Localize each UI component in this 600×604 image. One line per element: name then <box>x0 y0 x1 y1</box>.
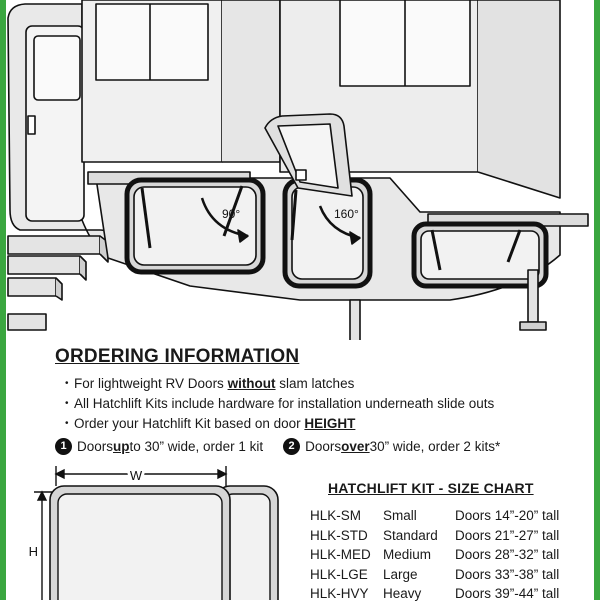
angle-label-160: 160° <box>334 207 359 221</box>
door-latch <box>28 116 35 134</box>
bullet-item: • All Hatchlift Kits include hardware for installation underneath slide outs <box>65 394 595 414</box>
kit-rules <box>55 438 595 455</box>
number-badge-1: 1 <box>55 438 72 455</box>
kit-rule-2: 2 Doors over 30” wide, order 2 kits* <box>283 438 500 455</box>
size-chart-code: HLK-MED <box>310 547 371 563</box>
size-chart-doors: Doors 39”-44” tall <box>455 586 560 602</box>
size-chart-size: Small <box>383 508 417 524</box>
height-label: H <box>28 544 38 559</box>
ordering-information <box>55 346 595 455</box>
number-badge-2: 2 <box>283 438 300 455</box>
size-chart-code: HLK-LGE <box>310 566 368 582</box>
size-chart-row <box>310 545 559 565</box>
size-chart <box>310 480 595 604</box>
door-dimension-diagram <box>0 462 300 600</box>
bullet-item: • For lightweight RV Doors without slam latches <box>65 374 595 394</box>
kit-rule-1: 1 Doors up to 30” wide, order 1 kit <box>55 438 263 455</box>
window-left <box>96 4 208 80</box>
entry-door-window <box>34 36 80 100</box>
size-chart-size: Medium <box>383 547 432 563</box>
size-chart-code: HLK-STD <box>310 527 368 543</box>
size-chart-doors: Doors 21”-27” tall <box>455 527 560 543</box>
size-chart-row <box>310 526 559 546</box>
jack-left <box>350 300 360 340</box>
width-label: W <box>129 468 143 483</box>
ordering-bullets <box>55 374 595 434</box>
bullet-item: • Order your Hatchlift Kit based on door HEIGHT <box>65 414 595 434</box>
size-chart-doors: Doors 33”-38” tall <box>455 566 560 582</box>
size-chart-row <box>310 506 559 526</box>
ordering-title: ORDERING INFORMATION <box>55 346 300 367</box>
jack-right <box>528 270 538 322</box>
size-chart-title: HATCHLIFT KIT - SIZE CHART <box>328 480 534 496</box>
size-chart-size: Heavy <box>383 586 422 602</box>
size-chart-table <box>310 506 559 604</box>
size-chart-code: HLK-HVY <box>310 586 369 602</box>
size-chart-doors: Doors 14”-20” tall <box>455 508 560 524</box>
size-chart-doors: Doors 28”-32” tall <box>455 547 560 563</box>
size-chart-code: HLK-SM <box>310 508 362 524</box>
entry-steps <box>8 236 100 330</box>
size-chart-size: Standard <box>383 527 438 543</box>
size-chart-row <box>310 565 559 585</box>
angle-label-90: 90° <box>222 207 241 221</box>
size-chart-row <box>310 584 559 604</box>
size-chart-size: Large <box>383 566 418 582</box>
